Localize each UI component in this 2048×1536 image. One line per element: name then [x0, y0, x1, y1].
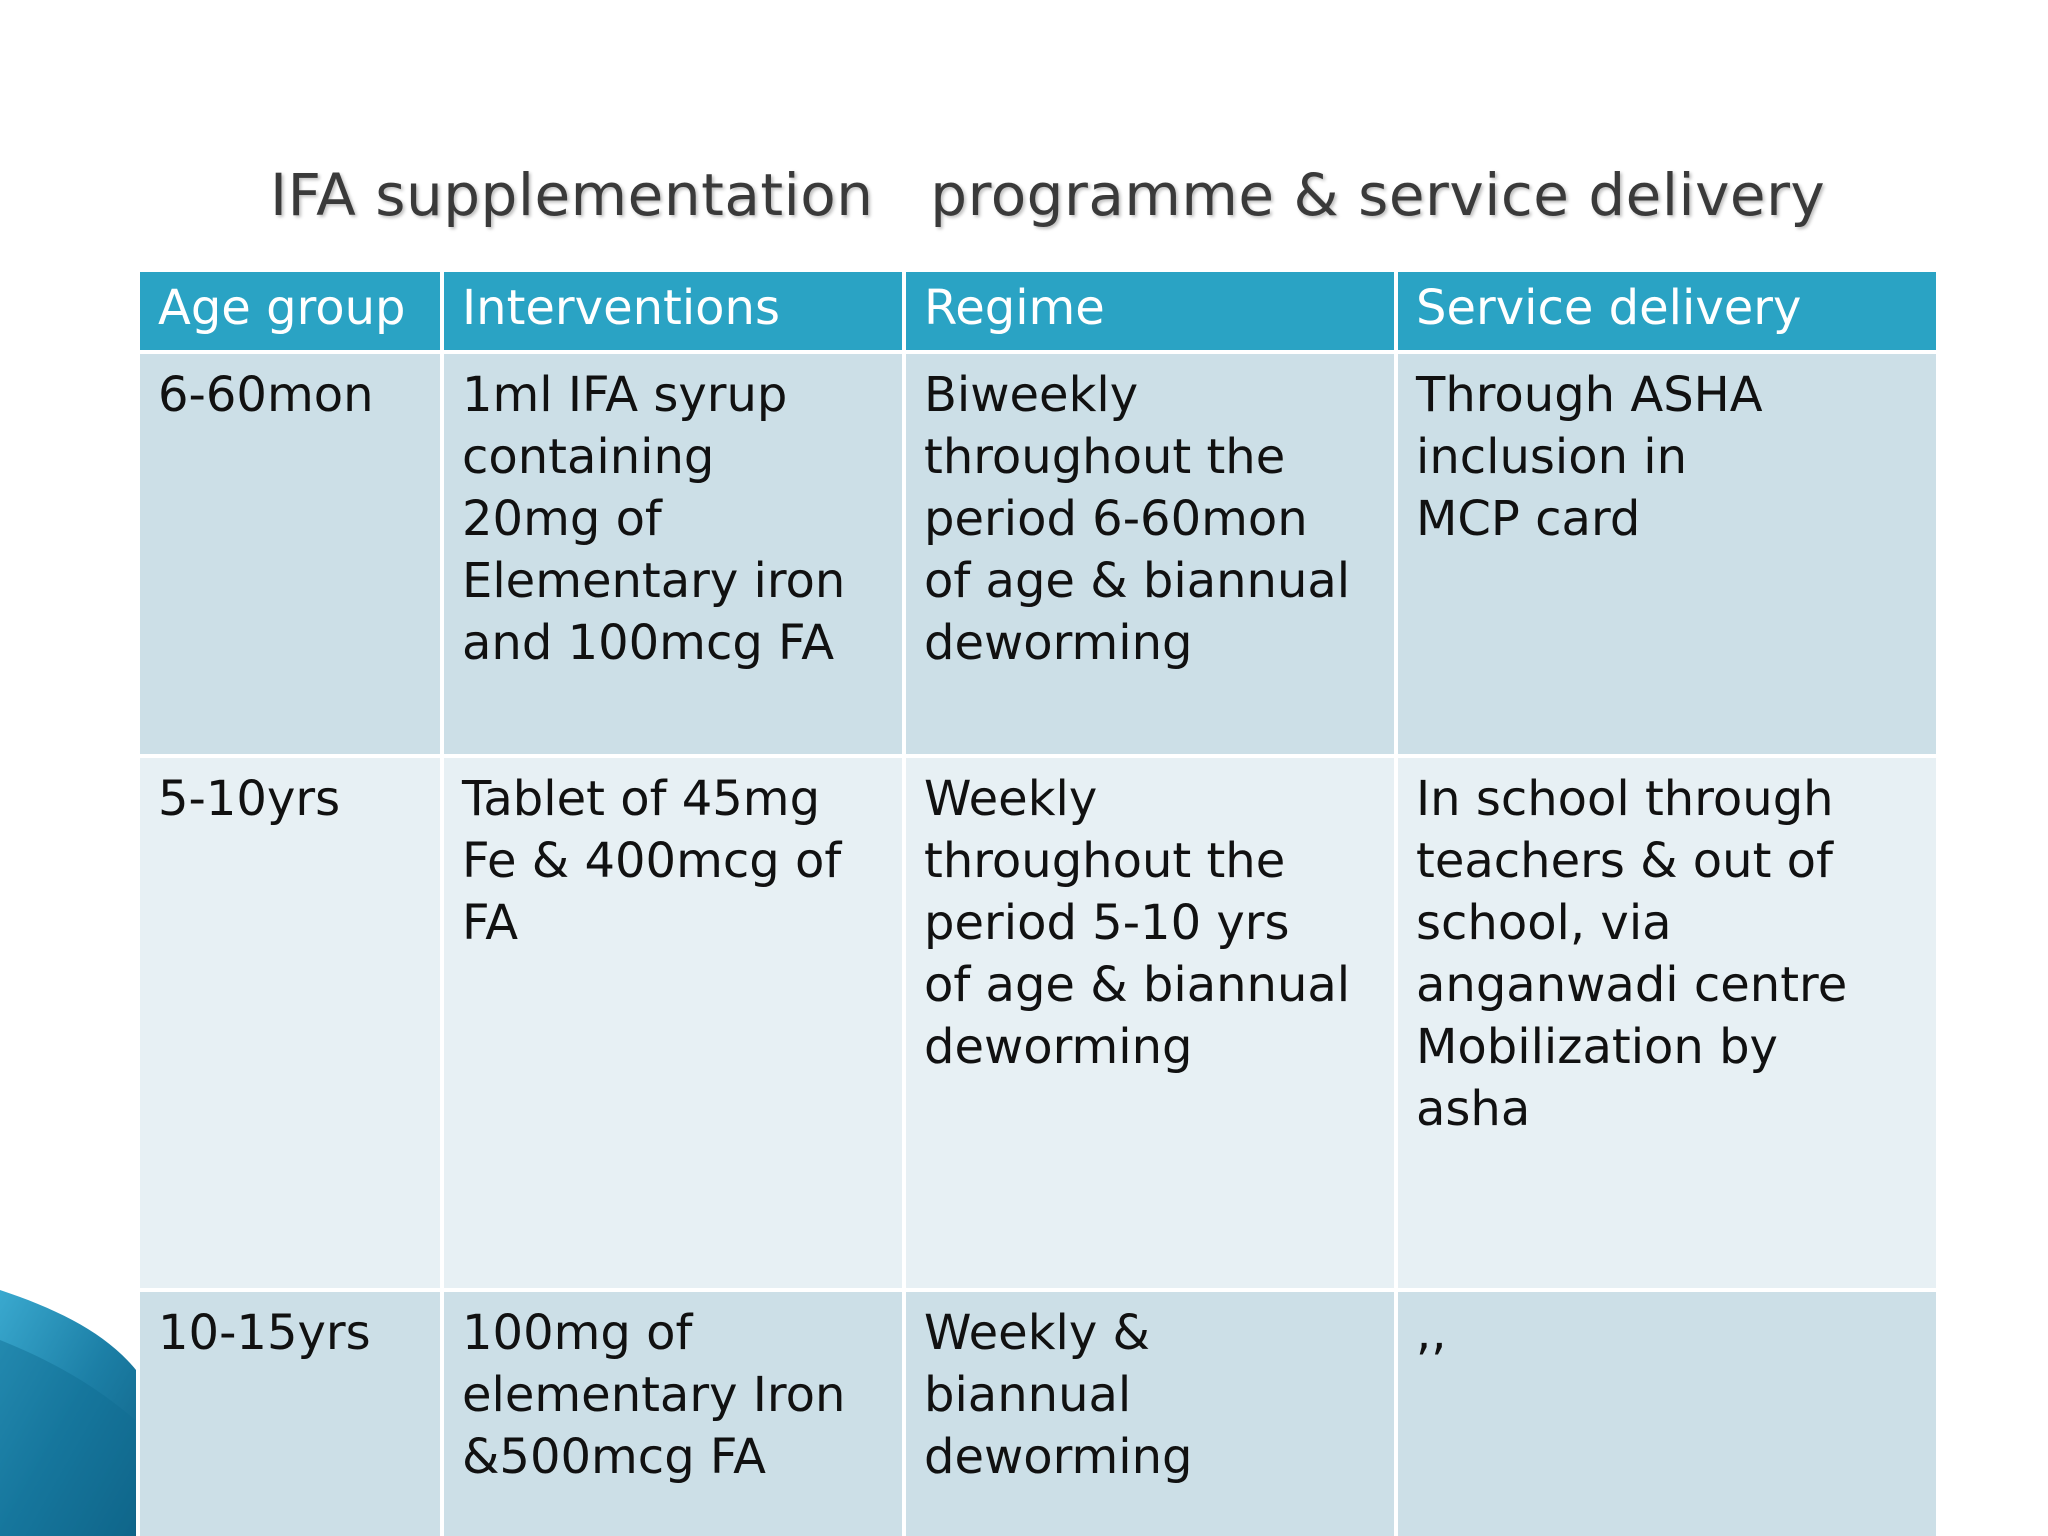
cell-regime: Weekly & biannual deworming [904, 1290, 1396, 1536]
slide-title: IFA supplementation programme & service delivery [270, 161, 1826, 229]
header-service-delivery: Service delivery [1396, 270, 1938, 352]
ifa-table [136, 268, 1940, 1536]
cell-interventions: Tablet of 45mg Fe & 400mcg of FA [442, 756, 904, 1290]
cell-service-delivery: ,, [1396, 1290, 1938, 1536]
header-interventions: Interventions [442, 270, 904, 352]
cell-interventions: 100mg of elementary Iron &500mcg FA [442, 1290, 904, 1536]
table-row [138, 756, 1938, 1290]
cell-age-group: 10-15yrs [138, 1290, 442, 1536]
table-header-row [138, 270, 1938, 352]
cell-interventions: 1ml IFA syrup containing 20mg of Elementary iron and 100mcg FA [442, 352, 904, 756]
cell-service-delivery: In school through teachers & out of school, via anganwadi centre Mobilization by asha [1396, 756, 1938, 1290]
header-age-group: Age group [138, 270, 442, 352]
table-row [138, 1290, 1938, 1536]
table-row [138, 352, 1938, 756]
cell-age-group: 5-10yrs [138, 756, 442, 1290]
cell-service-delivery: Through ASHA inclusion in MCP card [1396, 352, 1938, 756]
cell-regime: Weekly throughout the period 5-10 yrs of age & biannual deworming [904, 756, 1396, 1290]
cell-regime: Biweekly throughout the period 6-60mon of age & biannual deworming [904, 352, 1396, 756]
header-regime: Regime [904, 270, 1396, 352]
cell-age-group: 6-60mon [138, 352, 442, 756]
